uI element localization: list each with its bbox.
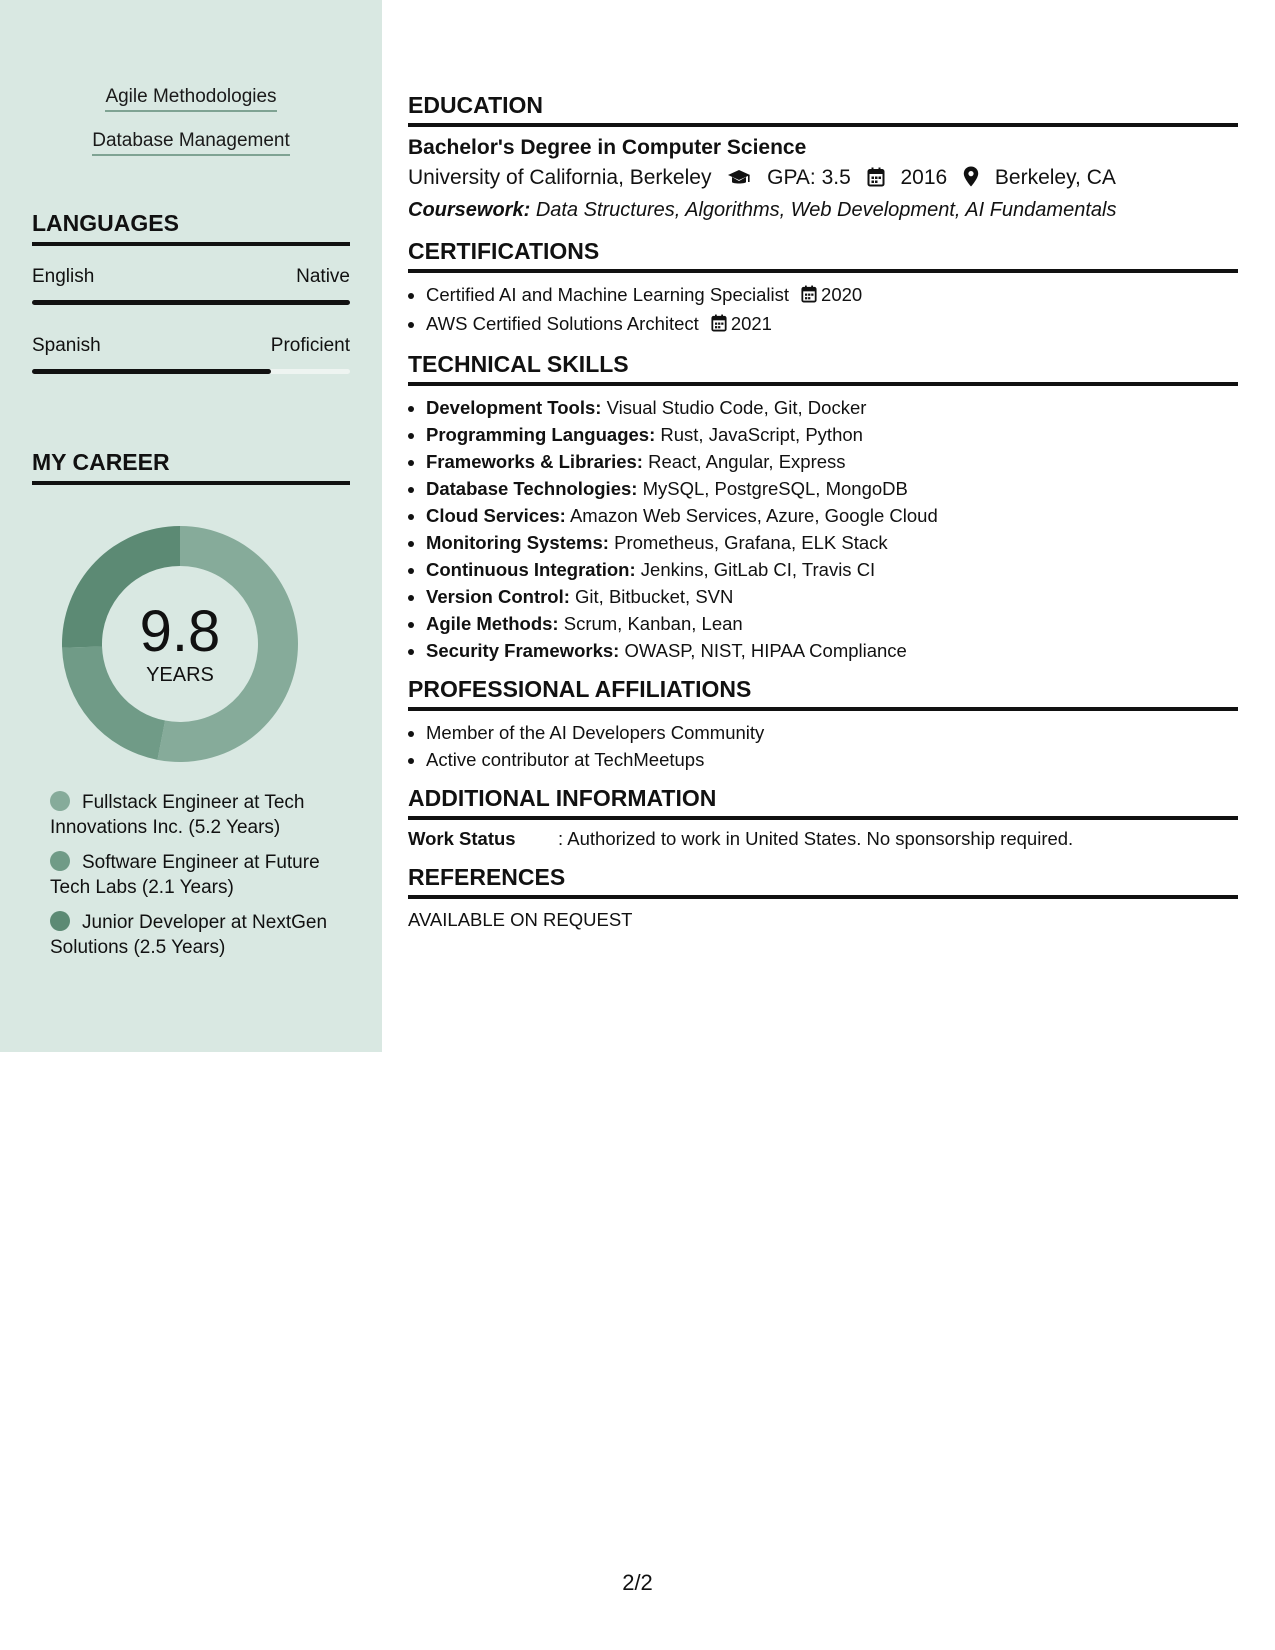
- language-level: Proficient: [270, 335, 350, 356]
- skill-label: Agile Methods:: [426, 613, 559, 634]
- career-section: [32, 449, 350, 485]
- career-legend-item: [50, 850, 340, 900]
- map-pin-icon: [963, 166, 979, 193]
- skill-label: Development Tools:: [426, 397, 602, 418]
- skill-item: [426, 448, 1238, 475]
- coursework-label: Coursework:: [408, 199, 531, 221]
- work-status-value: : Authorized to work in United States. No sponsorship required.: [558, 828, 1074, 849]
- skills-heading: TECHNICAL SKILLS: [408, 351, 1238, 386]
- education-year: 2016: [900, 166, 948, 189]
- coursework-value: Data Structures, Algorithms, Web Development, AI Fundamentals: [535, 199, 1117, 221]
- career-legend-label: Junior Developer at NextGen Solutions (2.5 Years): [50, 912, 328, 958]
- affiliation-item: • Active contributor at TechMeetups: [426, 746, 1238, 773]
- education-heading: EDUCATION: [408, 92, 1238, 127]
- certifications-list: [408, 281, 1238, 339]
- skill-item: [426, 421, 1238, 448]
- skill-label: Monitoring Systems:: [426, 532, 609, 553]
- skill-value: Amazon Web Services, Azure, Google Cloud: [569, 505, 938, 526]
- skills-list: [408, 394, 1238, 664]
- legend-dot-icon: [50, 911, 70, 931]
- affiliations-heading: PROFESSIONAL AFFILIATIONS: [408, 676, 1238, 711]
- skill-item: [426, 529, 1238, 556]
- skill-item: [426, 502, 1238, 529]
- skill-value: Visual Studio Code, Git, Docker: [606, 397, 867, 418]
- work-status-label: Work Status: [408, 828, 516, 849]
- skill-label: Security Frameworks:: [426, 640, 620, 661]
- skill-value: OWASP, NIST, HIPAA Compliance: [624, 640, 907, 661]
- language-level: Native: [296, 266, 350, 287]
- skill-item: [426, 556, 1238, 583]
- education-meta: [408, 166, 1238, 193]
- skill-item: [426, 394, 1238, 421]
- skill-label: Version Control:: [426, 586, 570, 607]
- skill-label: Programming Languages:: [426, 424, 656, 445]
- language-bar: [32, 369, 350, 374]
- legend-dot-icon: [50, 791, 70, 811]
- education-location: Berkeley, CA: [994, 166, 1116, 189]
- affiliation-item: • Member of the AI Developers Community: [426, 719, 1238, 746]
- skill-item: [426, 610, 1238, 637]
- languages-section: [32, 210, 350, 374]
- main-content: [408, 92, 1238, 931]
- certification-year: 2021: [730, 313, 772, 334]
- calendar-icon: [867, 167, 885, 193]
- language-name: English: [32, 266, 95, 287]
- skill-item: [426, 583, 1238, 610]
- career-legend-label: Fullstack Engineer at Tech Innovations Inc. (5.2 Years): [50, 792, 305, 838]
- certification-name: Certified AI and Machine Learning Specialist: [426, 284, 790, 305]
- language-row: [32, 335, 350, 359]
- skill-value: Git, Bitbucket, SVN: [575, 586, 734, 607]
- page-number: 2/2: [622, 1570, 653, 1595]
- career-legend-item: [50, 910, 340, 960]
- additional-info-heading: ADDITIONAL INFORMATION: [408, 785, 1238, 820]
- skill-value: Scrum, Kanban, Lean: [563, 613, 743, 634]
- skill-tags: [0, 86, 382, 174]
- education-gpa: GPA: 3.5: [767, 166, 851, 189]
- graduation-cap-icon: [727, 169, 751, 193]
- donut-slice: [62, 647, 165, 760]
- skill-item: [426, 475, 1238, 502]
- certifications-heading: CERTIFICATIONS: [408, 238, 1238, 273]
- language-name: Spanish: [32, 335, 101, 356]
- skill-value: Rust, JavaScript, Python: [660, 424, 863, 445]
- education-degree: Bachelor's Degree in Computer Science: [408, 136, 807, 159]
- career-heading: MY CAREER: [32, 449, 350, 485]
- references-heading: REFERENCES: [408, 864, 1238, 899]
- certification-name: AWS Certified Solutions Architect: [426, 313, 699, 334]
- skill-value: React, Angular, Express: [648, 451, 846, 472]
- career-unit: YEARS: [146, 664, 214, 686]
- skill-label: Frameworks & Libraries:: [426, 451, 643, 472]
- affiliations-list: [408, 719, 1238, 773]
- skill-label: Database Technologies:: [426, 478, 638, 499]
- skill-label: Cloud Services:: [426, 505, 566, 526]
- languages-heading: LANGUAGES: [32, 210, 350, 246]
- skill-item: [426, 637, 1238, 664]
- calendar-icon: [711, 312, 727, 339]
- skill-tag: Agile Methodologies: [105, 86, 276, 112]
- sidebar: [0, 0, 382, 1052]
- career-legend-label: Software Engineer at Future Tech Labs (2.1 Years): [50, 852, 320, 898]
- language-bar-fill: [32, 300, 350, 305]
- career-donut-svg: [62, 526, 298, 762]
- references-text: AVAILABLE ON REQUEST: [408, 909, 633, 930]
- education-coursework: [408, 199, 1238, 222]
- language-bar-fill: [32, 369, 271, 374]
- career-total: 9.8: [139, 599, 221, 664]
- skill-label: Continuous Integration:: [426, 559, 636, 580]
- legend-dot-icon: [50, 851, 70, 871]
- skill-tag: Database Management: [92, 130, 290, 156]
- skill-value: Jenkins, GitLab CI, Travis CI: [640, 559, 876, 580]
- career-legend-item: [50, 790, 340, 840]
- language-bar: [32, 300, 350, 305]
- skill-value: MySQL, PostgreSQL, MongoDB: [642, 478, 908, 499]
- donut-slice: [62, 526, 180, 648]
- language-row: [32, 266, 350, 290]
- career-legend: [50, 790, 340, 970]
- certification-item: [426, 281, 1238, 310]
- education-school: University of California, Berkeley: [408, 166, 712, 189]
- calendar-icon: [801, 283, 817, 310]
- certification-item: [426, 310, 1238, 339]
- skill-value: Prometheus, Grafana, ELK Stack: [614, 532, 888, 553]
- work-status-row: [408, 828, 1238, 850]
- career-donut-chart: [62, 526, 298, 762]
- certification-year: 2020: [821, 284, 863, 305]
